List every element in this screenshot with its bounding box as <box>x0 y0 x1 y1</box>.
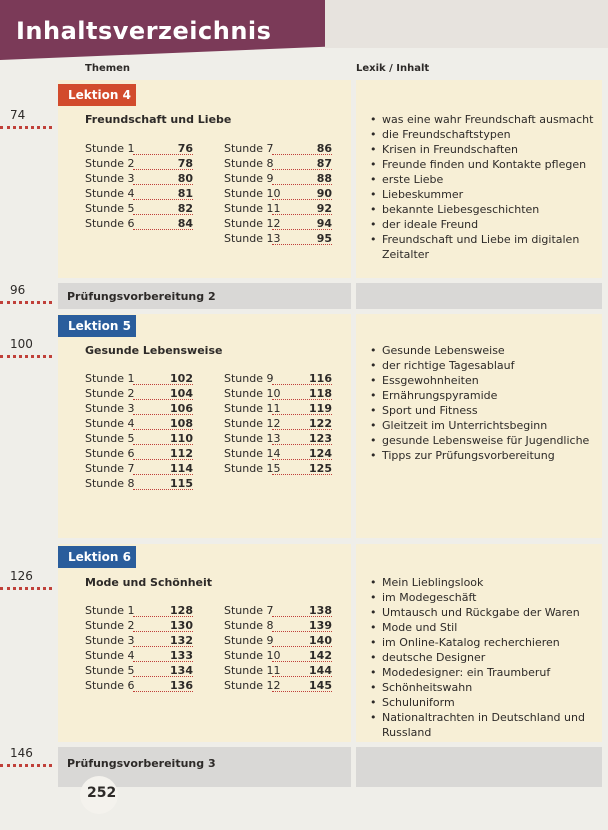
stunde-label: Stunde 14 <box>224 447 281 460</box>
stunde-row[interactable] <box>85 141 193 156</box>
stunde-row[interactable] <box>224 633 332 648</box>
lexik-item: • der ideale Freund <box>368 217 598 232</box>
lektion5-lexik-list <box>368 343 598 463</box>
lexik-item: • Liebeskummer <box>368 187 598 202</box>
stunde-label: Stunde 8 <box>224 619 274 632</box>
stunde-label: Stunde 3 <box>85 402 135 415</box>
stunde-row[interactable] <box>85 663 193 678</box>
stunde-label: Stunde 1 <box>85 142 135 155</box>
lektion5-topic: Gesunde Lebensweise <box>85 344 223 357</box>
lektion4-tag[interactable]: Lektion 4 <box>58 84 136 106</box>
stunde-row[interactable] <box>224 156 332 171</box>
stunde-label: Stunde 9 <box>224 634 274 647</box>
stunde-row[interactable] <box>85 603 193 618</box>
stunde-page: 134 <box>170 664 193 677</box>
dotted-leader <box>0 126 52 129</box>
stunde-page: 145 <box>309 679 332 692</box>
stunde-page: 122 <box>309 417 332 430</box>
lektion6-tag[interactable]: Lektion 6 <box>58 546 136 568</box>
lektion4-page: 74 <box>10 108 26 122</box>
stunde-label: Stunde 13 <box>224 432 281 445</box>
stunde-label: Stunde 15 <box>224 462 281 475</box>
stunde-page: 136 <box>170 679 193 692</box>
stunde-row[interactable] <box>224 431 332 446</box>
stunde-row[interactable] <box>224 401 332 416</box>
stunde-page: 80 <box>177 172 193 185</box>
stunde-label: Stunde 2 <box>85 387 135 400</box>
stunde-page: 132 <box>170 634 193 647</box>
stunde-label: Stunde 7 <box>224 604 274 617</box>
stunde-label: Stunde 10 <box>224 187 281 200</box>
stunde-page: 138 <box>309 604 332 617</box>
lexik-item: • erste Liebe <box>368 172 598 187</box>
stunde-row[interactable] <box>224 141 332 156</box>
stunde-row[interactable] <box>85 401 193 416</box>
stunde-row[interactable] <box>224 461 332 476</box>
lektion6-page: 126 <box>10 569 33 583</box>
stunde-label: Stunde 4 <box>85 649 135 662</box>
stunde-row[interactable] <box>224 446 332 461</box>
stunde-page: 128 <box>170 604 193 617</box>
stunde-row[interactable] <box>85 416 193 431</box>
stunde-page: 133 <box>170 649 193 662</box>
lexik-item: • Krisen in Freundschaften <box>368 142 598 157</box>
lexik-item: • Modedesigner: ein Traumberuf <box>368 665 598 680</box>
stunde-page: 94 <box>316 217 332 230</box>
stunde-page: 123 <box>309 432 332 445</box>
lektion6-lexik-list <box>368 575 598 740</box>
stunde-row[interactable] <box>85 216 193 231</box>
stunde-page: 102 <box>170 372 193 385</box>
stunde-row[interactable] <box>85 476 193 491</box>
stunde-row[interactable] <box>224 216 332 231</box>
stunde-page: 140 <box>309 634 332 647</box>
lexik-item: • Ernährungspyramide <box>368 388 598 403</box>
stunde-row[interactable] <box>85 633 193 648</box>
stunde-row[interactable] <box>224 231 332 246</box>
lexik-item: • Tipps zur Prüfungsvorbereitung <box>368 448 598 463</box>
pruefung3-label[interactable]: Prüfungsvorbereitung 3 <box>67 757 216 770</box>
stunde-label: Stunde 8 <box>224 157 274 170</box>
stunde-row[interactable] <box>224 648 332 663</box>
stunde-label: Stunde 1 <box>85 604 135 617</box>
stunde-label: Stunde 6 <box>85 447 135 460</box>
stunde-page: 125 <box>309 462 332 475</box>
stunde-label: Stunde 5 <box>85 202 135 215</box>
stunde-page: 90 <box>316 187 332 200</box>
lexik-item: • Freundschaft und Liebe im digitalen Zeitalter <box>368 232 598 262</box>
stunde-page: 81 <box>177 187 193 200</box>
header-strip <box>325 0 608 48</box>
stunde-page: 92 <box>316 202 332 215</box>
stunde-label: Stunde 5 <box>85 432 135 445</box>
stunde-label: Stunde 10 <box>224 649 281 662</box>
stunde-page: 118 <box>309 387 332 400</box>
stunde-page: 124 <box>309 447 332 460</box>
stunde-label: Stunde 12 <box>224 417 281 430</box>
pruefung2-page: 96 <box>10 283 26 297</box>
stunde-row[interactable] <box>85 461 193 476</box>
lexik-item: • Essgewohnheiten <box>368 373 598 388</box>
stunde-row[interactable] <box>85 371 193 386</box>
stunde-page: 142 <box>309 649 332 662</box>
stunde-label: Stunde 12 <box>224 217 281 230</box>
stunde-label: Stunde 11 <box>224 402 281 415</box>
lexik-item: • bekannte Liebesgeschichten <box>368 202 598 217</box>
stunde-page: 86 <box>316 142 332 155</box>
stunde-label: Stunde 9 <box>224 372 274 385</box>
stunde-page: 119 <box>309 402 332 415</box>
stunde-label: Stunde 3 <box>85 172 135 185</box>
lexik-item: • die Freundschaftstypen <box>368 127 598 142</box>
stunde-label: Stunde 2 <box>85 157 135 170</box>
stunde-label: Stunde 2 <box>85 619 135 632</box>
stunde-page: 130 <box>170 619 193 632</box>
lexik-item: • Schuluniform <box>368 695 598 710</box>
stunde-page: 139 <box>309 619 332 632</box>
stunde-label: Stunde 5 <box>85 664 135 677</box>
lexik-item: • Gleitzeit im Unterrichtsbeginn <box>368 418 598 433</box>
page-title: Inhaltsverzeichnis <box>16 17 272 45</box>
stunde-page: 87 <box>316 157 332 170</box>
stunde-row[interactable] <box>85 446 193 461</box>
lexik-item: • Nationaltrachten in Deutschland und Russland <box>368 710 598 740</box>
pruefung3-lexik-panel <box>356 747 602 787</box>
lexik-item: • gesunde Lebensweise für Jugendliche <box>368 433 598 448</box>
stunde-row[interactable] <box>224 678 332 693</box>
stunde-row[interactable] <box>85 431 193 446</box>
stunde-row[interactable] <box>224 416 332 431</box>
stunde-row[interactable] <box>224 603 332 618</box>
stunde-page: 104 <box>170 387 193 400</box>
lexik-item: • Umtausch und Rückgabe der Waren <box>368 605 598 620</box>
stunde-page: 88 <box>316 172 332 185</box>
stunde-row[interactable] <box>85 386 193 401</box>
stunde-row[interactable] <box>224 371 332 386</box>
stunde-page: 112 <box>170 447 193 460</box>
stunde-label: Stunde 13 <box>224 232 281 245</box>
stunde-row[interactable] <box>224 171 332 186</box>
stunde-row[interactable] <box>85 186 193 201</box>
lexik-item: • Schönheitswahn <box>368 680 598 695</box>
lexik-item: • was eine wahr Freundschaft ausmacht <box>368 112 598 127</box>
stunde-label: Stunde 7 <box>85 462 135 475</box>
stunde-row[interactable] <box>224 663 332 678</box>
stunde-label: Stunde 4 <box>85 417 135 430</box>
lektion5-page: 100 <box>10 337 33 351</box>
stunde-label: Stunde 7 <box>224 142 274 155</box>
dotted-leader <box>0 301 52 304</box>
stunde-label: Stunde 4 <box>85 187 135 200</box>
stunde-row[interactable] <box>85 648 193 663</box>
stunde-page: 115 <box>170 477 193 490</box>
stunde-page: 116 <box>309 372 332 385</box>
stunde-page: 108 <box>170 417 193 430</box>
stunde-page: 110 <box>170 432 193 445</box>
lexik-item: • im Modegeschäft <box>368 590 598 605</box>
lexik-item: • im Online-Katalog recherchieren <box>368 635 598 650</box>
lektion4-lexik-list <box>368 112 598 262</box>
pruefung2-label[interactable]: Prüfungsvorbereitung 2 <box>67 290 216 303</box>
stunde-page: 106 <box>170 402 193 415</box>
dotted-leader <box>0 764 52 767</box>
stunde-label: Stunde 11 <box>224 664 281 677</box>
stunde-page: 95 <box>316 232 332 245</box>
stunde-page: 84 <box>177 217 193 230</box>
stunde-label: Stunde 9 <box>224 172 274 185</box>
stunde-label: Stunde 6 <box>85 679 135 692</box>
column-header-lexik: Lexik / Inhalt <box>356 63 430 74</box>
stunde-label: Stunde 8 <box>85 477 135 490</box>
stunde-row[interactable] <box>85 201 193 216</box>
stunde-page: 114 <box>170 462 193 475</box>
stunde-page: 76 <box>177 142 193 155</box>
stunde-row[interactable] <box>224 201 332 216</box>
stunde-label: Stunde 6 <box>85 217 135 230</box>
stunde-label: Stunde 12 <box>224 679 281 692</box>
stunde-row[interactable] <box>224 186 332 201</box>
dotted-leader <box>0 355 52 358</box>
lektion6-topic: Mode und Schönheit <box>85 576 213 589</box>
stunde-row[interactable] <box>85 618 193 633</box>
stunde-label: Stunde 1 <box>85 372 135 385</box>
stunde-row[interactable] <box>85 171 193 186</box>
stunde-label: Stunde 11 <box>224 202 281 215</box>
stunde-page: 144 <box>309 664 332 677</box>
column-header-themen: Themen <box>85 63 131 74</box>
stunde-page: 82 <box>177 202 193 215</box>
dotted-leader <box>0 587 52 590</box>
lexik-item: • Mein Lieblingslook <box>368 575 598 590</box>
lektion4-topic: Freundschaft und Liebe <box>85 113 232 126</box>
lexik-item: • deutsche Designer <box>368 650 598 665</box>
stunde-label: Stunde 3 <box>85 634 135 647</box>
pruefung3-page: 146 <box>10 746 33 760</box>
stunde-row[interactable] <box>85 678 193 693</box>
lektion5-tag[interactable]: Lektion 5 <box>58 315 136 337</box>
page-number: 252 <box>87 785 117 801</box>
stunde-page: 78 <box>177 157 193 170</box>
lexik-item: • Mode und Stil <box>368 620 598 635</box>
pruefung2-lexik-panel <box>356 283 602 309</box>
lexik-item: • Gesunde Lebensweise <box>368 343 598 358</box>
lexik-item: • der richtige Tagesablauf <box>368 358 598 373</box>
lexik-item: • Freunde finden und Kontakte pflegen <box>368 157 598 172</box>
stunde-label: Stunde 10 <box>224 387 281 400</box>
stunde-row[interactable] <box>85 156 193 171</box>
lexik-item: • Sport und Fitness <box>368 403 598 418</box>
stunde-row[interactable] <box>224 618 332 633</box>
stunde-row[interactable] <box>224 386 332 401</box>
